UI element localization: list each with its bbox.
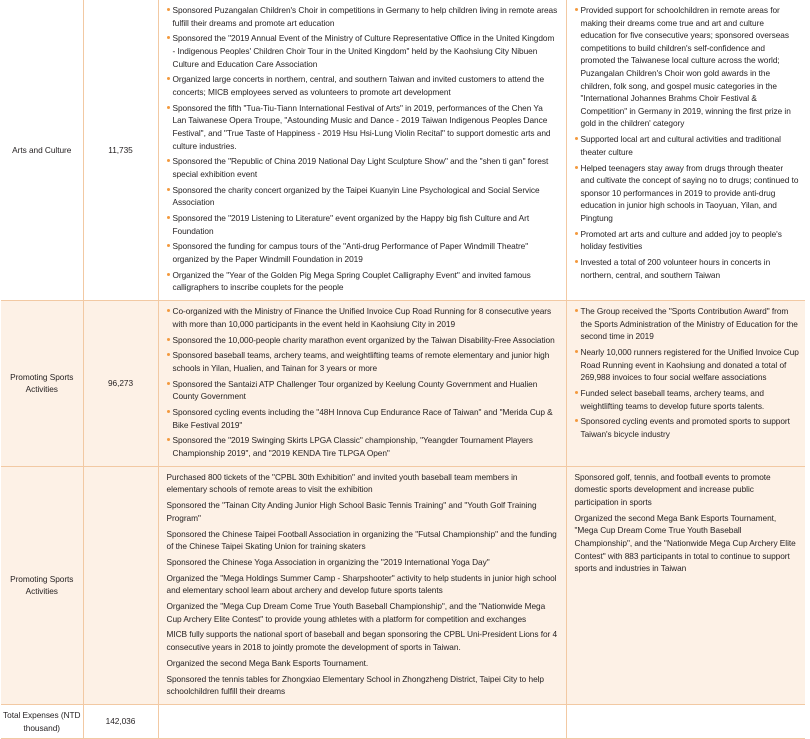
csr-expense-table: [1, 0, 805, 739]
amount-cell: [83, 466, 158, 704]
list-item: Sponsored the "2019 Listening to Literature" event organized by the Happy big fish Culture and Art Foundation: [167, 212, 558, 237]
content-cell: [158, 301, 566, 467]
list-item: Co-organized with the Ministry of Finance the Unified Invoice Cup Road Running for 8 consecutive years with more than 10,000 participants in the event held in Kaohsiung City in 2019: [167, 305, 558, 330]
table-row-total: [1, 705, 805, 739]
category-cell: Promoting Sports Activities: [1, 466, 83, 704]
list-item: Sponsored golf, tennis, and football events to promote domestic sports development and increase public participation in sports: [574, 471, 771, 507]
content-cell: [158, 466, 566, 704]
list-item: Funded select baseball teams, archery teams, and weightlifting teams to develop future sports talents.: [575, 387, 800, 412]
list-item: Sponsored the fifth "Tua-Tiu-Tiann International Festival of Arts" in 2019, performances of the Chen Ya Lan Taiwanese Opera Troupe, "Astounding Music and Dance - 2019 Taiwan Indigenous Peoples Dance Festival", and "True Taste of Happiness - 2019 Hsu Hsi-Lung Violin Recital" to support domestic arts and culture industries.: [167, 102, 558, 152]
list-item: Sponsored the Chinese Yoga Association in organizing the "2019 International Yoga Day": [166, 556, 490, 567]
total-benefit-cell: [566, 705, 805, 739]
list-item: Sponsored the "Republic of China 2019 National Day Light Sculpture Show" and the "shen ti gan" forest special exhibition event: [167, 155, 558, 180]
list-item: Sponsored the Chinese Taipei Football Association in organizing the "Futsal Championship" and the funding of the Chinese Taipei Skating Union for training skaters: [166, 528, 557, 552]
list-item: Sponsored the "Tainan City Anding Junior High School Basic Tennis Training" and "Youth Golf Training Program": [166, 500, 537, 523]
list-item: Sponsored the charity concert organized by the Taipei Kuanyin Line Psychological and Social Service Association: [167, 184, 558, 209]
total-label: Total Expenses (NTD thousand): [1, 705, 83, 739]
list-item: Organized the second Mega Bank Esports Tournament, "Mega Cup Dream Come True Youth Baseball Championship", and the "Nationwide Mega Cup Archery Elite Contest" with 883 participants in total to continue to support sports and industries in Taiwan: [574, 512, 796, 574]
list-item: Invested a total of 200 volunteer hours in concerts in northern, central, and southern Taiwan: [575, 256, 800, 281]
benefit-cell: [566, 301, 805, 467]
list-item: Organized the "Mega Cup Dream Come True Youth Baseball Championship", and the "Nationwide Mega Cup Archery Elite Contest" to provide young athletes with a platform for competition and exchanges: [166, 601, 546, 624]
list-item: Promoted art arts and culture and added joy to people's holiday festivities: [575, 228, 800, 253]
list-item: Organized large concerts in northern, central, and southern Taiwan and invited customers to attend the concerts; MICB employees served as volunteers to promote art development: [167, 73, 558, 98]
list-item: Sponsored the tennis tables for Zhongxiao Elementary School in Zhongzheng District, Taipei City to help schoolchildren fulfill their dreams: [166, 673, 544, 697]
list-item: Organized the second Mega Bank Esports Tournament.: [166, 657, 369, 668]
list-item: Sponsored cycling events including the "48H Innova Cup Endurance Race of Taiwan" and "Merida Cup & Bike Festival 2019": [167, 406, 558, 431]
list-item: Supported local art and cultural activities and traditional theater culture: [575, 133, 800, 158]
benefit-cell: [566, 466, 805, 704]
list-item: The Group received the "Sports Contribution Award" from the Sports Administration of the Ministry of Education for the second time in 2019: [575, 305, 800, 343]
amount-cell: 11,735: [83, 0, 158, 301]
list-item: Purchased 800 tickets of the "CPBL 30th Exhibition" and invited youth baseball team members in elementary schools of remote areas to visit the exhibition: [166, 471, 518, 495]
list-item: Helped teenagers stay away from drugs through theater and cultivate the concept of saying no to drugs; continued to sponsor 10 performances in 2019 to provide anti-drug education in junior high schools in Taoyuan, Yilan, and Pingtung: [575, 162, 800, 225]
list-item: Sponsored the funding for campus tours of the "Anti-drug Performance of Paper Windmill Theatre" organized by the Paper Windmill Foundation in 2019: [167, 240, 558, 265]
list-item: Sponsored the 10,000-people charity marathon event organized by the Taiwan Disability-Free Association: [167, 334, 558, 347]
category-cell: Promoting Sports Activities: [1, 301, 83, 467]
total-amount: 142,036: [83, 705, 158, 739]
amount-cell: 96,273: [83, 301, 158, 467]
list-item: Nearly 10,000 runners registered for the Unified Invoice Cup Road Running event in Kaohsiung and donated a total of 269,988 invoices to four social welfare associations: [575, 346, 800, 384]
list-item: Sponsored the "2019 Annual Event of the Ministry of Culture Representative Office in the United Kingdom - Indigenous Peoples' Children Choir Tour in the United Kingdom" held by the Kaohsiung City Nibuen Culture and Education Care Association: [167, 32, 558, 70]
list-item: Organized the "Mega Holdings Summer Camp - Sharpshooter" activity to help students in junior high school and elementary school learn about archery and develop future sports talents: [166, 572, 557, 596]
list-item: Provided support for schoolchildren in remote areas for making their dreams come true and art and culture education for five consecutive years; sponsored overseas competitions to build children's self-confidence and promoted the Taiwanese local culture across the world; Puzangalan Children's Choir won gold awards in the children, folk song, and gospel music categories in the "International Johannes Brahms Choir Festival & Competition" in Germany in 2019, winning the first prize in gold in the children' category: [575, 4, 800, 130]
total-content-cell: [158, 705, 566, 739]
benefit-cell: [566, 0, 805, 301]
list-item: Sponsored baseball teams, archery teams, and weightlifting teams of remote elementary and junior high schools in Yilan, Hualien, and Tainan for 3 years or more: [167, 349, 558, 374]
list-item: Sponsored the Santaizi ATP Challenger Tour organized by Keelung County Government and Hualien County Government: [167, 378, 558, 403]
table-row-sports-2: [1, 466, 805, 704]
list-item: Sponsored cycling events and promoted sports to support Taiwan's bicycle industry: [575, 415, 800, 440]
content-cell: [158, 0, 566, 301]
list-item: Sponsored the "2019 Swinging Skirts LPGA Classic" championship, "Yeangder Tournament Players Championship 2019", and "2019 KENDA Tire TLPGA Open": [167, 434, 558, 459]
list-item: MICB fully supports the national sport of baseball and began sponsoring the CPBL Uni-President Lions for 4 consecutive years in 2018 to jointly promote the development of sports in Taiwan.: [166, 629, 558, 653]
table-row-sports-1: [1, 301, 805, 467]
list-item: Organized the "Year of the Golden Pig Mega Spring Couplet Calligraphy Event" and invited famous calligraphers to inscribe couplets for the people: [167, 269, 558, 294]
table-row-arts-culture: [1, 0, 805, 301]
category-cell: Arts and Culture: [1, 0, 83, 301]
list-item: Sponsored Puzangalan Children's Choir in competitions in Germany to help children living in remote areas fulfill their dreams and promote art education: [167, 4, 558, 29]
